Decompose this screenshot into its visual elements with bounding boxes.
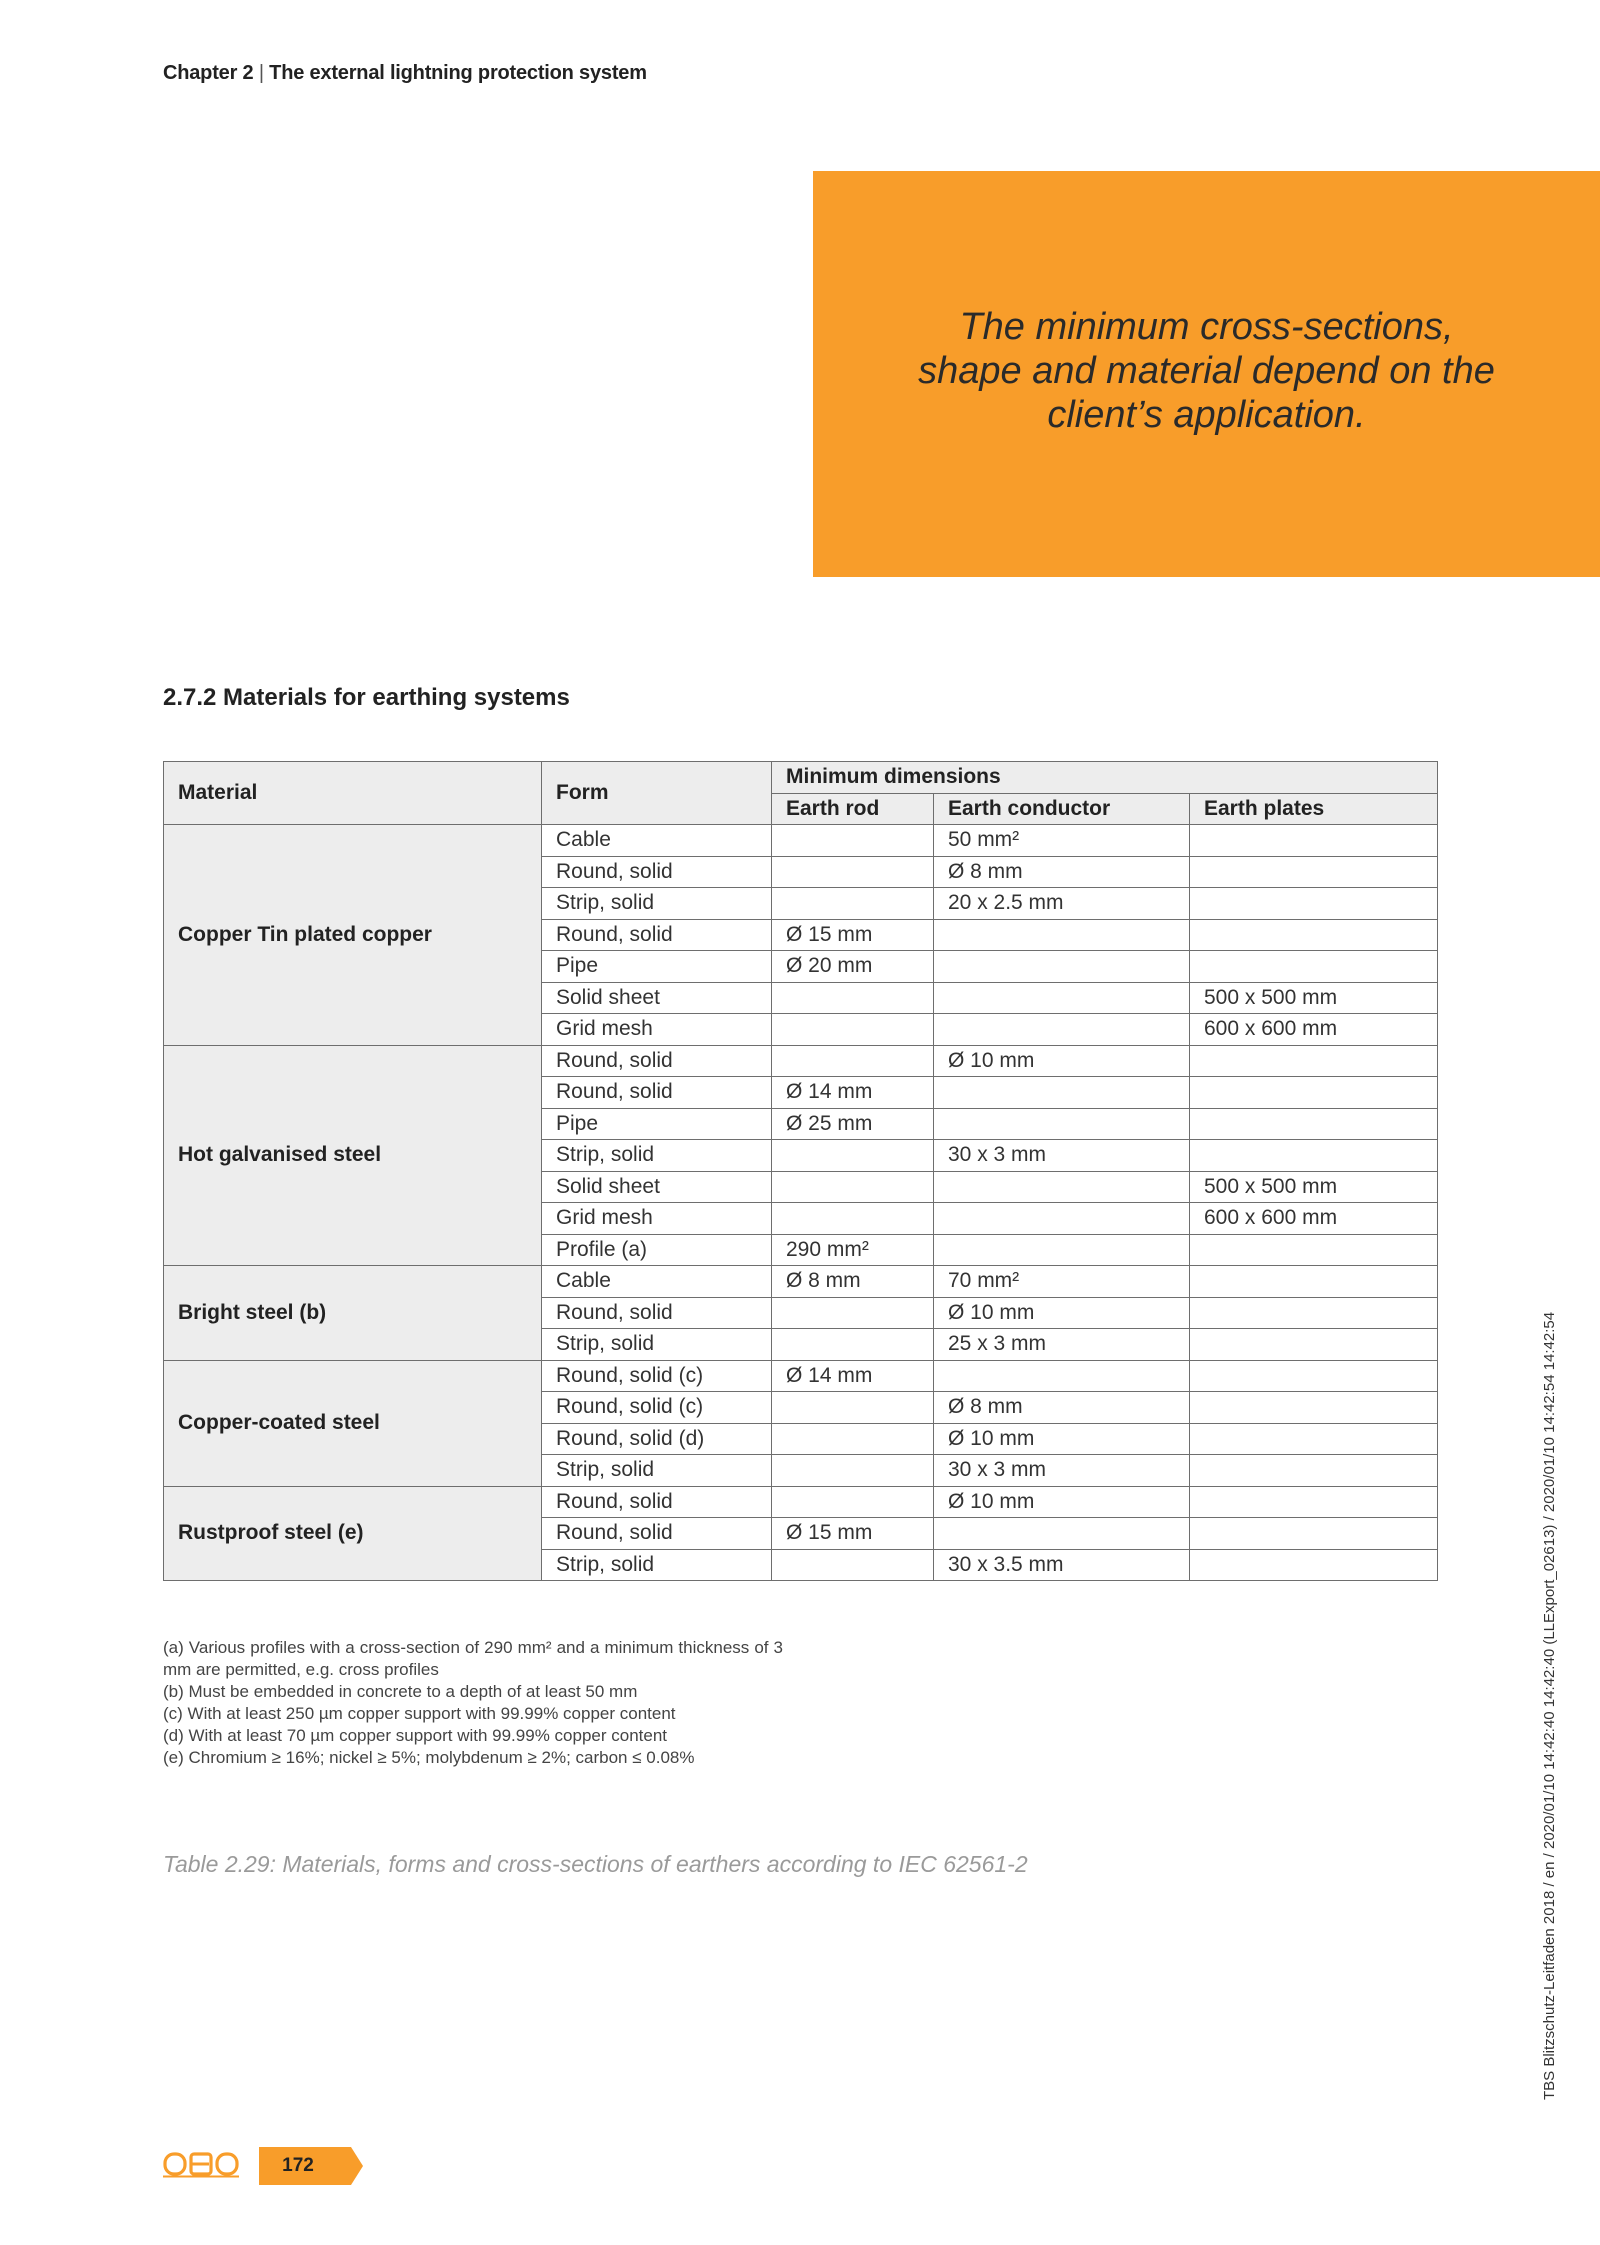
form-cell: Round, solid [542, 919, 772, 951]
earth-conductor-cell: Ø 10 mm [934, 1423, 1190, 1455]
form-cell: Strip, solid [542, 888, 772, 920]
earth-rod-cell [772, 1171, 934, 1203]
form-cell: Pipe [542, 951, 772, 983]
earth-plates-cell [1190, 1108, 1438, 1140]
earth-plates-cell [1190, 1266, 1438, 1298]
form-cell: Cable [542, 825, 772, 857]
earth-rod-cell [772, 1486, 934, 1518]
earth-conductor-cell [934, 1234, 1190, 1266]
earth-rod-cell [772, 1455, 934, 1487]
callout-line-1: The minimum cross-sections, [959, 306, 1454, 348]
form-cell: Solid sheet [542, 982, 772, 1014]
form-cell: Round, solid [542, 1297, 772, 1329]
earth-plates-cell [1190, 1549, 1438, 1581]
chapter-title: The external lightning protection system [269, 62, 647, 84]
earth-plates-cell [1190, 1486, 1438, 1518]
form-cell: Strip, solid [542, 1329, 772, 1361]
footnote-b: (b) Must be embedded in concrete to a depth of at least 50 mm [163, 1682, 638, 1701]
form-cell: Round, solid (c) [542, 1360, 772, 1392]
earth-plates-cell [1190, 1077, 1438, 1109]
header-earth-conductor: Earth conductor [934, 793, 1190, 825]
table-header-row [164, 762, 1438, 794]
earth-plates-cell [1190, 856, 1438, 888]
earth-plates-cell [1190, 1392, 1438, 1424]
earth-rod-cell [772, 1549, 934, 1581]
earth-conductor-cell [934, 1108, 1190, 1140]
earth-rod-cell [772, 982, 934, 1014]
earth-rod-cell [772, 1140, 934, 1172]
form-cell: Round, solid [542, 1045, 772, 1077]
earth-rod-cell: Ø 14 mm [772, 1077, 934, 1109]
earth-plates-cell: 600 x 600 mm [1190, 1203, 1438, 1235]
materials-table [163, 761, 1438, 1581]
material-cell: Hot galvanised steel [164, 1045, 542, 1266]
form-cell: Grid mesh [542, 1203, 772, 1235]
header-earth-rod: Earth rod [772, 793, 934, 825]
footnote-a: (a) Various profiles with a cross-section of 290 mm² and a minimum thickness of 3 mm are permitted, e.g. cross profiles [163, 1638, 783, 1679]
earth-rod-cell: 290 mm² [772, 1234, 934, 1266]
form-cell: Solid sheet [542, 1171, 772, 1203]
earth-conductor-cell: Ø 10 mm [934, 1297, 1190, 1329]
earth-plates-cell [1190, 825, 1438, 857]
earth-plates-cell [1190, 951, 1438, 983]
form-cell: Round, solid [542, 1077, 772, 1109]
table-row [164, 1266, 1438, 1298]
earth-plates-cell [1190, 1360, 1438, 1392]
form-cell: Round, solid (c) [542, 1392, 772, 1424]
form-cell: Round, solid [542, 856, 772, 888]
page-number: 172 [282, 2155, 314, 2176]
callout-box [813, 171, 1600, 577]
earth-plates-cell [1190, 1329, 1438, 1361]
chapter-heading [163, 62, 647, 85]
earth-plates-cell [1190, 1140, 1438, 1172]
earth-conductor-cell: 50 mm² [934, 825, 1190, 857]
earth-rod-cell: Ø 15 mm [772, 1518, 934, 1550]
earth-rod-cell: Ø 15 mm [772, 919, 934, 951]
earth-conductor-cell: 25 x 3 mm [934, 1329, 1190, 1361]
earth-plates-cell [1190, 1045, 1438, 1077]
earth-conductor-cell: 70 mm² [934, 1266, 1190, 1298]
table-row [164, 1360, 1438, 1392]
earth-plates-cell [1190, 1297, 1438, 1329]
earth-conductor-cell [934, 1077, 1190, 1109]
earth-rod-cell [772, 1297, 934, 1329]
earth-plates-cell: 500 x 500 mm [1190, 982, 1438, 1014]
form-cell: Round, solid (d) [542, 1423, 772, 1455]
earth-conductor-cell [934, 1014, 1190, 1046]
earth-rod-cell: Ø 20 mm [772, 951, 934, 983]
header-form: Form [542, 762, 772, 825]
form-cell: Strip, solid [542, 1140, 772, 1172]
earth-conductor-cell: 30 x 3.5 mm [934, 1549, 1190, 1581]
earth-rod-cell [772, 1045, 934, 1077]
earth-conductor-cell [934, 982, 1190, 1014]
callout-line-3: client’s application. [1047, 394, 1366, 436]
form-cell: Grid mesh [542, 1014, 772, 1046]
earth-conductor-cell: Ø 8 mm [934, 1392, 1190, 1424]
material-cell: Bright steel (b) [164, 1266, 542, 1361]
form-cell: Profile (a) [542, 1234, 772, 1266]
earth-rod-cell: Ø 14 mm [772, 1360, 934, 1392]
earth-plates-cell [1190, 1234, 1438, 1266]
earth-conductor-cell [934, 1203, 1190, 1235]
section-title: 2.7.2 Materials for earthing systems [163, 684, 570, 711]
table-caption: Table 2.29: Materials, forms and cross-sections of earthers according to IEC 62561-2 [163, 1851, 1028, 1877]
earth-conductor-cell: 20 x 2.5 mm [934, 888, 1190, 920]
table-row [164, 1045, 1438, 1077]
material-cell: Copper Tin plated copper [164, 825, 542, 1046]
footnote-e: (e) Chromium ≥ 16%; nickel ≥ 5%; molybdenum ≥ 2%; carbon ≤ 0.08% [163, 1748, 695, 1767]
form-cell: Round, solid [542, 1518, 772, 1550]
earth-rod-cell [772, 856, 934, 888]
earth-conductor-cell: 30 x 3 mm [934, 1140, 1190, 1172]
earth-conductor-cell [934, 1360, 1190, 1392]
earth-rod-cell [772, 1392, 934, 1424]
earth-rod-cell [772, 888, 934, 920]
chapter-separator: | [258, 62, 264, 84]
earth-conductor-cell [934, 1171, 1190, 1203]
header-min-dimensions: Minimum dimensions [772, 762, 1438, 794]
earth-rod-cell [772, 1203, 934, 1235]
earth-conductor-cell: Ø 10 mm [934, 1486, 1190, 1518]
footnotes [163, 1637, 783, 1769]
obo-logo [163, 2149, 239, 2179]
form-cell: Strip, solid [542, 1549, 772, 1581]
material-cell: Copper-coated steel [164, 1360, 542, 1486]
table-row [164, 825, 1438, 857]
earth-rod-cell [772, 1423, 934, 1455]
sidebar-document-info: TBS Blitzschutz-Leitfaden 2018 / en / 2020/01/10 14:42:40 14:42:40 (LLExport_02613) / 2020/01/10 14:42:54 14:42:54 [1541, 1311, 1558, 2100]
earth-conductor-cell: 30 x 3 mm [934, 1455, 1190, 1487]
header-earth-plates: Earth plates [1190, 793, 1438, 825]
header-material: Material [164, 762, 542, 825]
earth-conductor-cell [934, 951, 1190, 983]
earth-plates-cell [1190, 1518, 1438, 1550]
earth-conductor-cell [934, 919, 1190, 951]
earth-plates-cell [1190, 888, 1438, 920]
form-cell: Pipe [542, 1108, 772, 1140]
earth-rod-cell: Ø 8 mm [772, 1266, 934, 1298]
earth-plates-cell: 500 x 500 mm [1190, 1171, 1438, 1203]
table-row [164, 1486, 1438, 1518]
earth-plates-cell [1190, 1455, 1438, 1487]
earth-conductor-cell: Ø 10 mm [934, 1045, 1190, 1077]
form-cell: Round, solid [542, 1486, 772, 1518]
earth-rod-cell [772, 1329, 934, 1361]
earth-rod-cell [772, 825, 934, 857]
page-number-badge [259, 2147, 363, 2185]
earth-conductor-cell [934, 1518, 1190, 1550]
earth-rod-cell [772, 1014, 934, 1046]
footnote-d: (d) With at least 70 µm copper support with 99.99% copper content [163, 1726, 667, 1745]
earth-plates-cell [1190, 919, 1438, 951]
footnote-c: (c) With at least 250 µm copper support with 99.99% copper content [163, 1704, 676, 1723]
chapter-label: Chapter 2 [163, 62, 254, 84]
table-body [164, 825, 1438, 1581]
earth-conductor-cell: Ø 8 mm [934, 856, 1190, 888]
earth-plates-cell [1190, 1423, 1438, 1455]
form-cell: Strip, solid [542, 1455, 772, 1487]
callout-line-2: shape and material depend on the [918, 350, 1495, 392]
earth-plates-cell: 600 x 600 mm [1190, 1014, 1438, 1046]
earth-rod-cell: Ø 25 mm [772, 1108, 934, 1140]
form-cell: Cable [542, 1266, 772, 1298]
callout-quote [813, 305, 1600, 437]
material-cell: Rustproof steel (e) [164, 1486, 542, 1581]
